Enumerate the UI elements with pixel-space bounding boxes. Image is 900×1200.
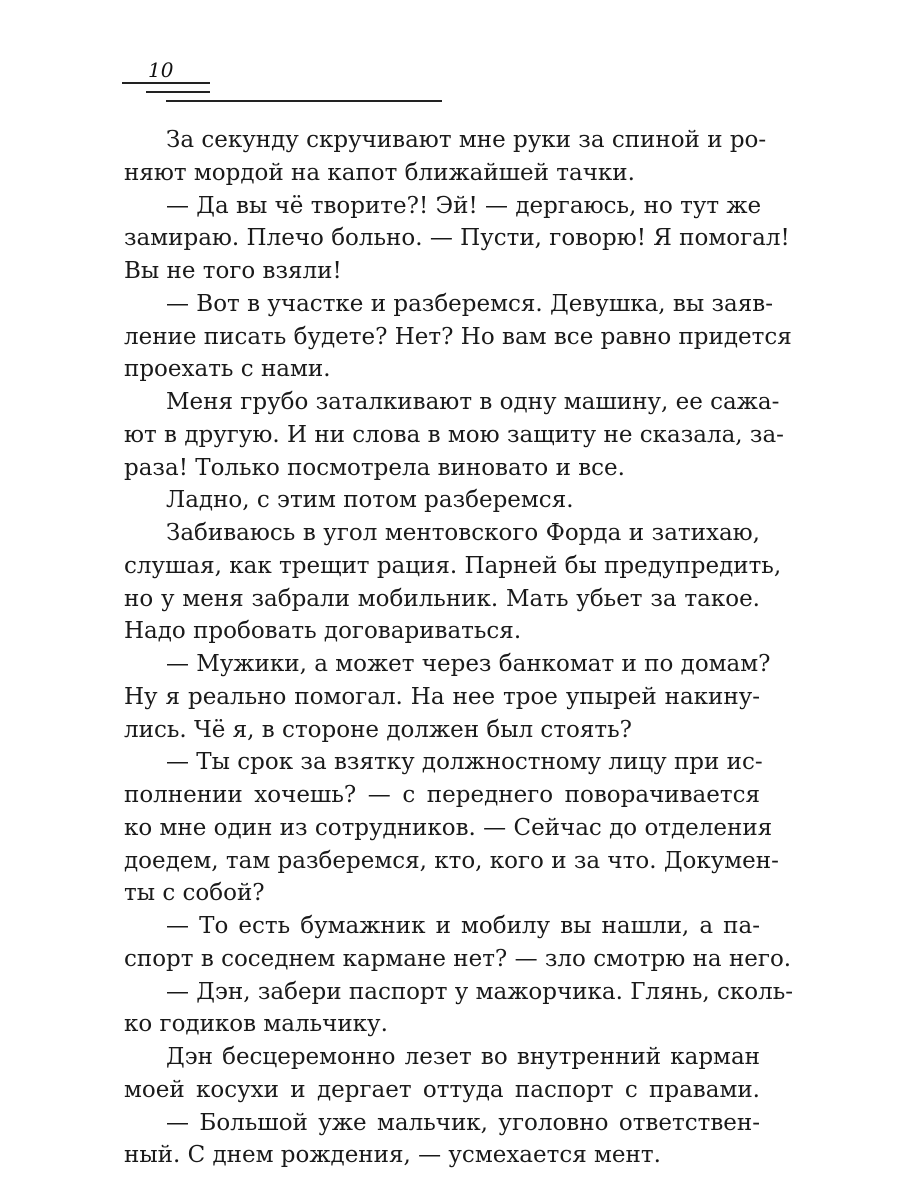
text-line: моей косухи и дергает оттуда паспорт с правами. [124,1076,760,1103]
text-line: полнении хочешь? — с переднего поворачивается [124,782,760,808]
text-line: — То есть бумажник и мобилу вы нашли, а па- [166,913,760,939]
text-line: За секунду скручивают мне руки за спиной и ро- [166,127,767,153]
text-line: слушая, как трещит рация. Парней бы предупредить, [124,552,782,579]
text-line: но у меня забрали мобильник. Мать убьет за такое. [124,585,760,612]
header-rule [166,100,442,102]
text-line: — Да вы чё творите?! Эй! — дергаюсь, но тут же [166,192,762,219]
text-line: — Ты срок за взятку должностному лицу при ис- [166,749,763,776]
text-line: раза! Только посмотрела виновато и все. [124,454,625,481]
text-line: ты с собой? [124,880,265,907]
text-line: спорт в соседнем кармане нет? — зло смотрю на него. [124,945,792,972]
page-header [122,54,452,114]
body-text [124,124,794,1172]
text-line: проехать с нами. [124,356,331,383]
text-line: Ну я реально помогал. На нее трое упырей накину- [124,683,760,710]
text-line: няют мордой на капот ближайшей тачки. [124,159,635,186]
text-line: лись. Чё я, в стороне должен был стоять? [124,716,632,743]
text-line: замираю. Плечо больно. — Пусти, говорю! Я помогал! [124,225,790,252]
text-line: — Большой уже мальчик, уголовно ответствен- [166,1109,760,1136]
text-line: Меня грубо заталкивают в одну машину, ее сажа- [166,389,780,415]
text-line: Надо пробовать договариваться. [124,618,522,645]
text-line: ный. С днем рождения, — усмехается мент. [124,1142,661,1169]
header-rule [146,91,210,93]
text-line: Дэн бесцеремонно лезет во внутренний карман [166,1044,760,1070]
text-line: ко мне один из сотрудников. — Сейчас до отделения [124,814,773,841]
text-line: ко годиков мальчику. [124,1011,388,1038]
text-line: ление писать будете? Нет? Но вам все равно придется [124,323,792,350]
text-line: ют в другую. И ни слова в мою защиту не сказала, за- [124,421,784,448]
text-line: — Мужики, а может через банкомат и по домам? [166,651,771,677]
text-line: — Вот в участке и разберемся. Девушка, вы заяв- [166,290,773,317]
page-number: 10 [148,58,174,82]
header-rule [122,82,210,84]
text-line: Забиваюсь в угол ментовского Форда и затихаю, [166,520,760,546]
text-line: доедем, там разберемся, кто, кого и за что. Докумен- [124,847,779,874]
text-line: — Дэн, забери паспорт у мажорчика. Глянь, сколь- [166,978,794,1005]
text-line: Ладно, с этим потом разберемся. [166,487,574,514]
text-line: Вы не того взяли! [124,258,342,284]
